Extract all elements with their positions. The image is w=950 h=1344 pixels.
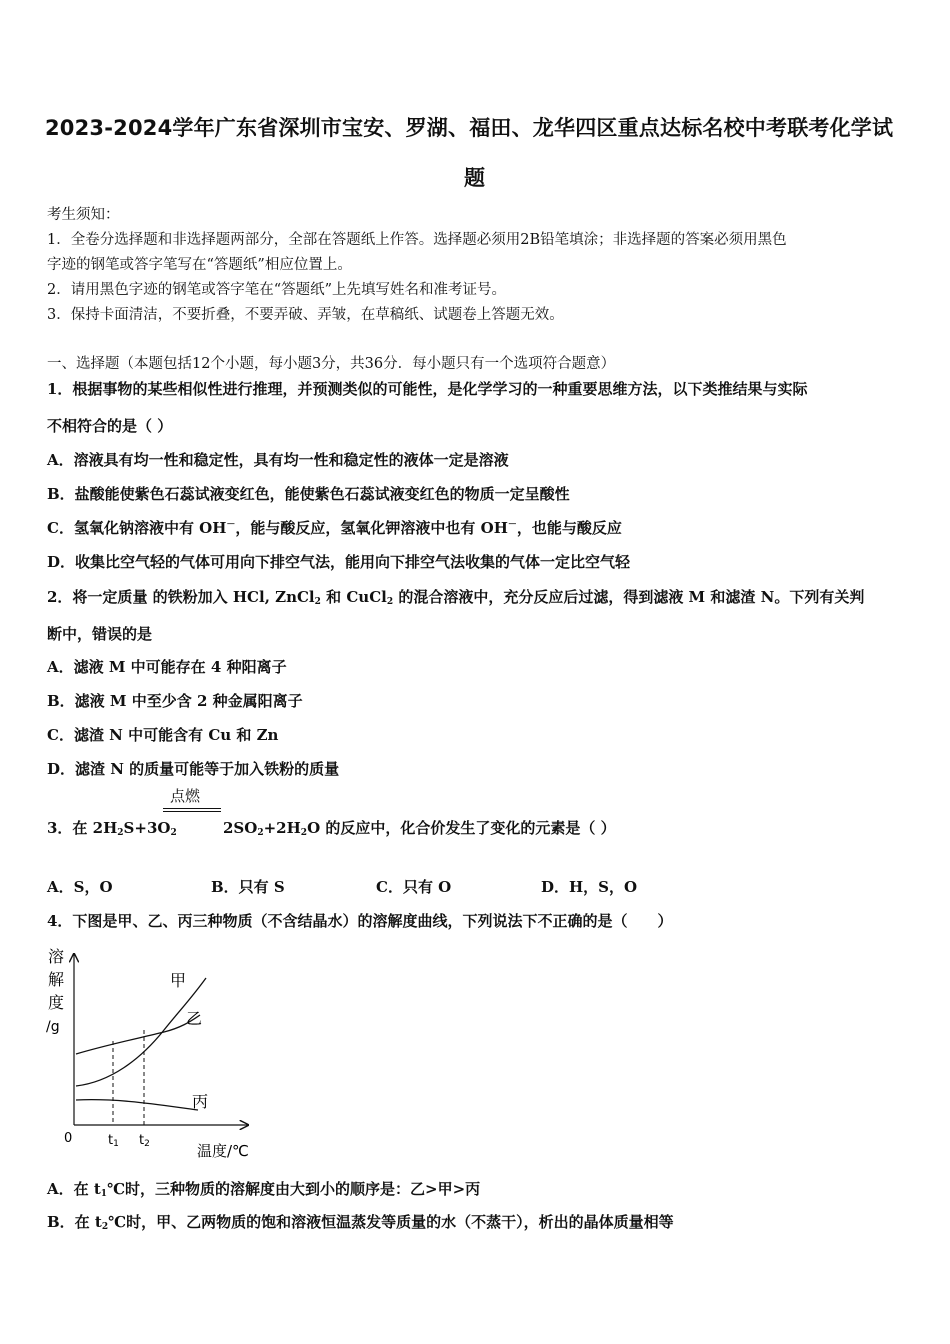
q1-option-a: A．溶液具有均一性和稳定性，具有均一性和稳定性的液体一定是溶液 [47, 451, 509, 469]
q2-stem-a: 2．将一定质量 的铁粉加入 HCl, ZnCl$_2$ 和 CuCl$_2$ 的混合溶液中，充分反应后过滤，得到滤液 M 和滤渣 N。下列有关判 [47, 588, 865, 607]
y-label-char-2: 解 [48, 970, 65, 989]
q4-option-a: A．在 $t_1℃$时，三种物质的溶解度由大到小的顺序是：乙>甲>丙 [47, 1180, 481, 1199]
q3-rhs: $2SO_2+2H_2O$ 的反应中，化合价发生了变化的元素是（ ） [223, 819, 616, 838]
q3-option-d: D．H，S，O [541, 878, 638, 896]
series-label-yi: 乙 [186, 1009, 203, 1028]
q3-option-c: C．只有 O [376, 878, 452, 896]
series-label-jia: 甲 [170, 971, 187, 990]
x-axis-label: 温度/℃ [197, 1142, 249, 1160]
origin-label: 0 [64, 1131, 73, 1146]
y-label-unit: /g [46, 1019, 60, 1035]
curve-jia [76, 978, 206, 1086]
q3-lhs: 3．在 $2H_2S+3O_2$ [47, 819, 177, 838]
q1-option-c: C．氢氧化钠溶液中有 OH－，能与酸反应，氢氧化钾溶液中也有 OH－，也能与酸反应 [47, 519, 622, 537]
notice-item-1b: 字迹的钢笔或答字笔写在“答题纸”相应位置上。 [47, 257, 352, 273]
q1-stem-a: 1．根据事物的某些相似性进行推理，并预测类似的可能性，是化学学习的一种重要思维方法，以下类推结果与实际 [47, 380, 808, 398]
tick-label-t2: t2 [139, 1133, 150, 1149]
notice-item-3: 3．保持卡面清洁，不要折叠，不要弄破、弄皱，在草稿纸、试题卷上答题无效。 [47, 307, 564, 323]
q3-option-a: A．S，O [47, 878, 113, 896]
notice-item-1a: 1．全卷分选择题和非选择题两部分，全部在答题纸上作答。选择题必须用2B铅笔填涂；非选择题的答案必须用黑色 [47, 232, 787, 248]
notice-item-2: 2．请用黑色字迹的钢笔或答字笔在“答题纸”上先填写姓名和准考证号。 [47, 282, 507, 298]
page-title-line2: 题 [464, 166, 486, 190]
notice-heading: 考生须知： [47, 207, 120, 223]
q2-option-a: A．滤液 M 中可能存在 4 种阳离子 [47, 658, 287, 676]
y-label-char-3: 度 [48, 993, 65, 1012]
solubility-chart [40, 940, 270, 1165]
q2-stem-b: 断中，错误的是 [47, 625, 153, 643]
y-label-char-1: 溶 [48, 947, 65, 966]
q4-option-b: B．在 $t_2℃$时，甲、乙两物质的饱和溶液恒温蒸发等质量的水（不蒸干），析出的晶体质量相等 [47, 1213, 674, 1232]
page-title-line1: 2023-2024学年广东省深圳市宝安、罗湖、福田、龙华四区重点达标名校中考联考化学试 [45, 116, 894, 140]
curve-bing [76, 1100, 198, 1110]
q3-reaction-condition: 点燃 [170, 787, 201, 805]
q3-option-b: B．只有 S [211, 878, 285, 896]
q3-equation-arrow [163, 808, 221, 812]
q1-stem-b: 不相符合的是（ ） [47, 417, 173, 435]
q2-option-d: D．滤渣 N 的质量可能等于加入铁粉的质量 [47, 760, 340, 778]
q2-option-b: B．滤液 M 中至少含 2 种金属阳离子 [47, 692, 303, 710]
series-label-bing: 丙 [192, 1092, 209, 1111]
q4-stem: 4．下图是甲、乙、丙三种物质（不含结晶水）的溶解度曲线，下列说法下不正确的是（ ） [47, 912, 673, 930]
section-heading: 一、选择题（本题包括12个小题，每小题3分，共36分．每小题只有一个选项符合题意） [47, 356, 616, 372]
tick-label-t1: t1 [108, 1133, 119, 1149]
curve-yi [76, 1015, 200, 1054]
q1-option-d: D．收集比空气轻的气体可用向下排空气法，能用向下排空气法收集的气体一定比空气轻 [47, 553, 631, 571]
q1-option-b: B．盐酸能使紫色石蕊试液变红色，能使紫色石蕊试液变红色的物质一定呈酸性 [47, 485, 570, 503]
q2-option-c: C．滤渣 N 中可能含有 Cu 和 Zn [47, 726, 279, 744]
